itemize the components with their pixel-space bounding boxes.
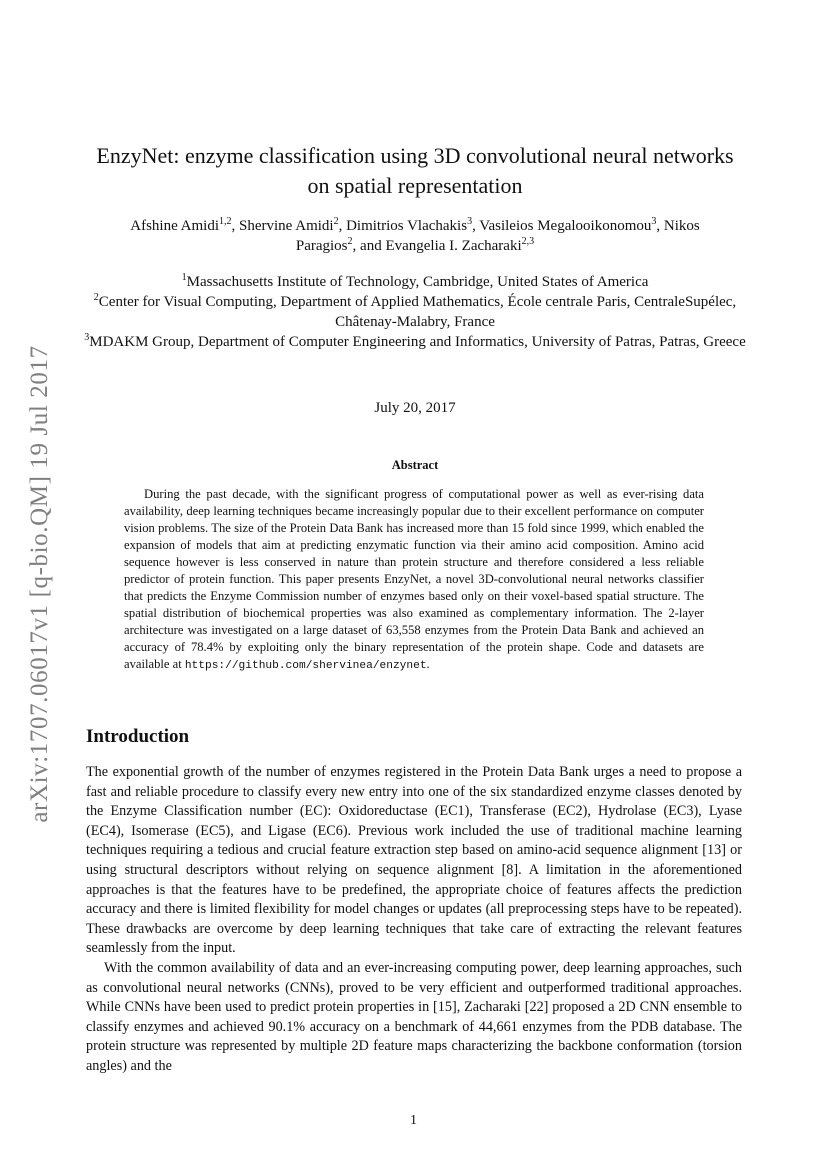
affiliation-text: Center for Visual Computing, Department of Applied Mathematics, École centrale Paris, CentraleSupélec, Châtenay-Malabry, France	[98, 294, 737, 330]
author-affiliation-mark: 3	[651, 216, 657, 227]
author-affiliation-mark: 3	[467, 216, 473, 227]
paper-date: July 20, 2017	[374, 400, 456, 416]
abstract-end: .	[426, 657, 430, 671]
affiliation-list	[80, 272, 750, 352]
author-separator: ,	[338, 218, 347, 234]
author-affiliation-mark: 2	[347, 236, 353, 247]
affiliation-text: Massachusetts Institute of Technology, Cambridge, United States of America	[186, 274, 649, 290]
github-link[interactable]: https://github.com/shervinea/enzynet	[184, 660, 427, 672]
author-affiliation-mark: 1,2	[219, 216, 232, 227]
paper-title: EnzyNet: enzyme classification using 3D convolutional neural networks on spatial representation	[96, 143, 734, 198]
author-name: Vasileios Megalooikonomou	[479, 218, 652, 234]
author-name: Shervine Amidi	[239, 218, 334, 234]
paragraph: The exponential growth of the number of enzymes registered in the Protein Data Bank urges a need to propose a fast and reliable procedure to classify every new entry into one of the six standardized enzyme classes denoted by the Enzyme Classification number (EC): Oxidoreductase (EC1), Transferase (EC2), Hydrolase (EC3), Lyase (EC4), Isomerase (EC5), and Ligase (EC6). Previous work included the use of traditional machine learning techniques requiring a tedious and crucial feature extraction step based on amino-acid sequence alignment [13] or using structural descriptors without relying on sequence alignment [8]. A limitation in the aforementioned approaches is that the features have to be predefined, the appropriate choice of features affects the prediction accuracy and there is limited flexibility for model changes or updates (all preprocessing steps have to be repeated). These drawbacks are overcome by deep learning techniques that take care of extracting the relevant features seamlessly from the input.	[86, 764, 742, 957]
author-affiliation-mark: 2,3	[521, 236, 535, 247]
abstract-body	[124, 486, 704, 675]
affiliation-mark: 1	[181, 272, 187, 283]
author-list	[90, 216, 740, 256]
affiliation	[80, 292, 750, 332]
affiliation	[80, 272, 750, 292]
author-separator: , and	[352, 238, 386, 254]
author-name: Evangelia I. Zacharaki	[385, 238, 522, 254]
introduction-body	[86, 763, 742, 1077]
author-name: Afshine Amidi	[130, 218, 220, 234]
affiliation-mark: 3	[84, 332, 90, 343]
affiliation-text: MDAKM Group, Department of Computer Engineering and Informatics, University of Patras, Patras, Greece	[89, 334, 746, 350]
paragraph: With the common availability of data and an ever-increasing computing power, deep learning approaches, such as convolutional neural networks (CNNs), proved to be very efficient and outperformed traditional approaches. While CNNs have been used to predict protein properties in [15], Zacharaki [22] proposed a 2D CNN ensemble to classify enzymes and achieved 90.1% accuracy on a benchmark of 44,661 enzymes from the PDB database. The protein structure was represented by multiple 2D feature maps characterizing the backbone conformation (torsion angles) and the	[86, 959, 742, 1074]
author-affiliation-mark: 2	[333, 216, 339, 227]
page-number: 1	[410, 1113, 417, 1128]
section-heading-introduction: Introduction	[86, 726, 190, 747]
arxiv-side-stamp: arXiv:1707.06017v1 [q-bio.QM] 19 Jul 2017	[26, 345, 53, 823]
author-name: Nikos Paragios	[295, 218, 700, 254]
abstract-heading: Abstract	[391, 458, 439, 472]
affiliation	[80, 332, 750, 352]
author-name: Dimitrios Vlachakis	[346, 218, 468, 234]
author-separator: ,	[231, 218, 240, 234]
affiliation-mark: 2	[93, 292, 99, 303]
author-separator: ,	[472, 218, 480, 234]
abstract-text: During the past decade, with the significant progress of computational power as well as ever-rising data availability, deep learning techniques became increasingly popular due to their excellent performance on computer vision problems. The size of the Protein Data Bank has increased more than 15 fold since 1999, which enabled the expansion of models that aim at predicting enzymatic function via their amino acid composition. Amino acid sequence however is less conserved in nature than protein structure and therefore considered a less reliable predictor of protein function. This paper presents EnzyNet, a novel 3D-convolutional neural networks classifier that predicts the Enzyme Commission number of enzymes based only on their voxel-based spatial structure. The spatial distribution of biochemical properties was also examined as complementary information. The 2-layer architecture was investigated on a large dataset of 63,558 enzymes from the Protein Data Bank and achieved an accuracy of 78.4% by exploiting only the binary representation of the protein shape. Code and datasets are available at	[124, 487, 704, 671]
author-separator: ,	[656, 218, 664, 234]
